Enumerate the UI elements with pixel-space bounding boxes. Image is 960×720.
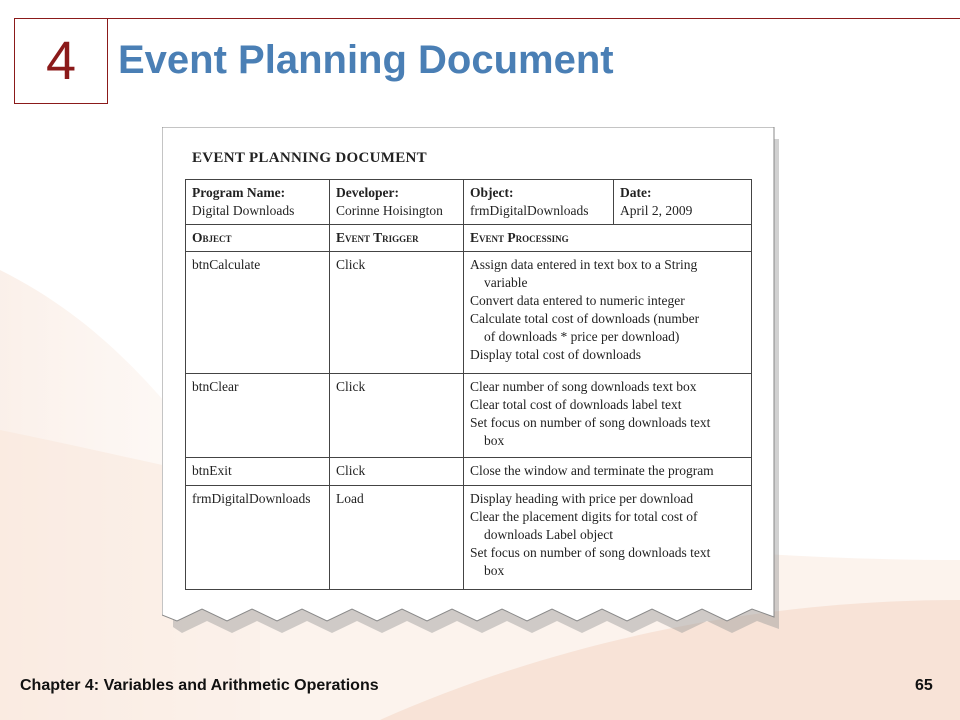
row-trigger: Click [330,458,464,486]
program-name-label: Program Name: [192,185,286,200]
meta-row [186,180,752,225]
row-object: btnCalculate [186,252,330,374]
row-processing [464,252,752,374]
date-label: Date: [620,185,652,200]
processing-line: Clear number of song downloads text box [470,379,697,394]
processing-line: downloads Label object [484,527,613,542]
processing-line: Clear total cost of downloads label text [470,397,682,412]
date-value: April 2, 2009 [620,203,693,218]
processing-line: Convert data entered to numeric integer [470,293,685,308]
developer-value: Corinne Hoisington [336,203,443,218]
processing-line: Display heading with price per download [470,491,694,506]
row-trigger: Load [330,486,464,590]
processing-line: Clear the placement digits for total cost of [470,509,698,524]
row-object: btnClear [186,374,330,458]
object-cell [464,180,614,225]
date-cell [614,180,752,225]
processing-line: box [484,563,505,578]
column-header-object: Object [186,225,330,252]
chapter-number: 4 [45,31,77,91]
processing-line: Set focus on number of song downloads text [470,545,711,560]
event-planning-table [185,179,752,590]
row-trigger: Click [330,252,464,374]
program-name-cell [186,180,330,225]
footer-chapter-title: Chapter 4: Variables and Arithmetic Operations [20,677,379,694]
program-name-value: Digital Downloads [192,203,295,218]
table-row [186,374,752,458]
table-row [186,486,752,590]
footer-page-number: 65 [915,677,933,694]
processing-line: Calculate total cost of downloads (number [470,311,700,326]
row-object: frmDigitalDownloads [186,486,330,590]
slide-title: Event Planning Document [118,38,614,82]
table-row [186,252,752,374]
processing-line: Assign data entered in text box to a String [470,257,698,272]
object-label: Object: [470,185,514,200]
object-value: frmDigitalDownloads [470,203,589,218]
chapter-number-box [14,18,108,104]
document-heading: EVENT PLANNING DOCUMENT [192,150,427,166]
processing-line: box [484,433,505,448]
row-trigger: Click [330,374,464,458]
column-header-row [186,225,752,252]
row-object: btnExit [186,458,330,486]
column-header-event-trigger: Event Trigger [330,225,464,252]
table-row [186,458,752,486]
row-processing [464,374,752,458]
header-rule [108,18,960,19]
column-header-event-processing: Event Processing [464,225,752,252]
row-processing [464,458,752,486]
row-processing [464,486,752,590]
processing-line: Set focus on number of song downloads text [470,415,711,430]
developer-cell [330,180,464,225]
processing-line: Display total cost of downloads [470,347,641,362]
processing-line: variable [484,275,528,290]
processing-line: of downloads * price per download) [484,329,680,344]
processing-line: Close the window and terminate the program [470,463,714,478]
developer-label: Developer: [336,185,399,200]
